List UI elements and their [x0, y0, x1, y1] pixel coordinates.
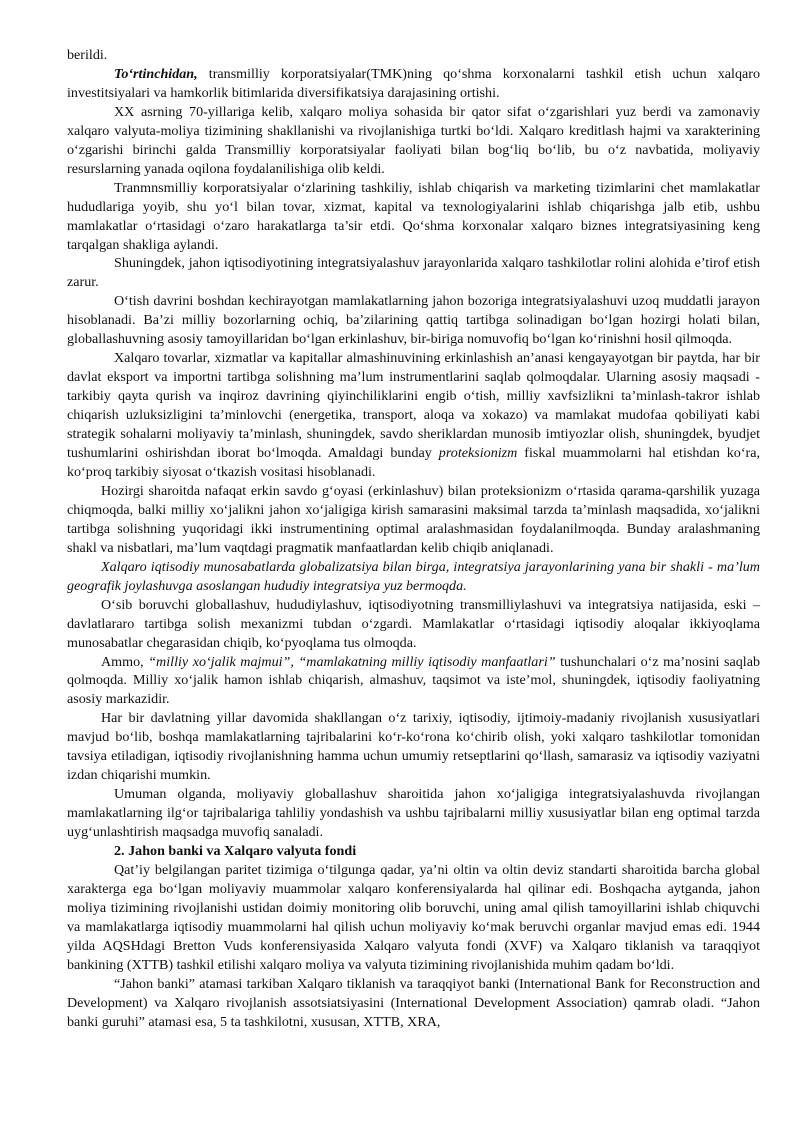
text-run: tushunchalari o‘z ma’nosini saqlab qolmoqda. Milliy xo‘jalik hamon ishlab chiqarish, almashuv, taqsimot va iste’mol, shuningdek, iqtisodiy faoliyatning asosiy markazidir.	[67, 653, 761, 708]
emphasis-text: Xalqaro iqtisodiy munosabatlarda globalizatsiya bilan birga, integratsiya jarayonlarining yana bir shakli - ma’lum geografik joylashuvga asoslangan hududiy integratsiya yuz bermoqda.	[67, 558, 760, 594]
paragraph	[67, 292, 760, 349]
paragraph	[67, 46, 760, 65]
text-run: O‘tish davrini boshdan kechirayotgan mamlakatlarning jahon bozoriga integratsiyalashuvi uzoq muddatli jarayon hisoblanadi. Ba’zi milliy bozorlarning ochiq, ba’zilarining qattiq tartibga solinadigan bo‘lgan hozirgi holati bilan, globallashuvning asosiy tamoyillaridan bo‘lgan erkinlashuv, bir-biriga nomuvofiq bo‘lgan ko‘rinishni hosil qilmoqda.	[67, 293, 760, 348]
paragraph	[67, 558, 760, 596]
text-run: transmilliy korporatsiyalar(TMK)ning qo‘shma korxonalarni tashkil etish uchun xalqaro investitsiyalari va hamkorlik bitimlarida diversifikatsiya darajasining ortishi.	[67, 65, 760, 101]
emphasis-text: proteksionizm	[438, 445, 518, 462]
paragraph	[67, 709, 760, 785]
text-run: “Jahon banki” atamasi tarkiban Xalqaro tiklanish va taraqqiyot banki (International Bank for Reconstruction and Development) va Xalqaro rivojlanish assotsiatsiyasini (International Development Association) qamrab oladi. “Jahon banki guruhi” atamasi esa, 5 ta tashkilotni, xususan, XTTB, XRA,	[67, 975, 760, 1030]
text-run: 2. Jahon banki va Xalqaro valyuta fondi	[114, 843, 357, 860]
text-run: Tranmnsmilliy korporatsiyalar o‘zlarining tashkiliy, ishlab chiqarish va marketing tizimlarini chet mamlakatlar hududlariga yoyib, shu yo‘l bilan tovar, xizmat, kapital va texnologiyalarini ishlab chiqarishga jalb etib, ushbu mamlakatlar o‘rtasidagi o‘zaro harakatlarga ta’sir etdi. Qo‘shma korxonalar xalqaro biznes integratsiyasining keng tarqalgan shakliga aylandi.	[67, 179, 760, 253]
text-run: Umuman olganda, moliyaviy globallashuv sharoitida jahon xo‘jaligiga integratsiyalashuvda rivojlangan mamlakatlarning ilg‘or tajribalariga tahliliy yondashish va ushbu tajribalarni milliy xususiyatlar bilan eng optimal tarzda uyg‘unlashtirish maqsadga muvofiq sanaladi.	[67, 786, 760, 841]
paragraph	[67, 596, 760, 653]
paragraph	[67, 975, 760, 1032]
paragraph	[67, 861, 760, 975]
text-run: Shuningdek, jahon iqtisodiyotining integratsiyalashuv jarayonlarida xalqaro tashkilotlar rolini alohida e’tirof etish zarur.	[67, 255, 760, 291]
text-run: O‘sib boruvchi globallashuv, hududiylashuv, iqtisodiyotning transmilliylashuvi va integratsiya natijasida, eski – davlatlararo tartibga solish mexanizmi tubdan o‘zgardi. Mamlakatlar o‘rtasidagi iqtisodiy aloqalar ikkiyoqlama munosabatlar chegarasidan chiqib, ko‘pyoqlama tus olmoqda.	[67, 596, 760, 651]
emphasis-text: To‘rtinchidan,	[114, 65, 198, 82]
text-run: Qat’iy belgilangan paritet tizimiga o‘tilgunga qadar, ya’ni oltin va oltin deviz standarti sharoitida barcha global xarakterga ega bo‘lgan moliyaviy muammolar xalqaro konferensiyalarda hal qilinar edi. Boshqacha aytganda, jahon moliya tizimining rivojlanishi ustidan doimiy monitoring olib boruvchi, uning amal qilish tamoyillarini ishlab chiquvchi va mamlakatlarga iqtisodiy muammolarni hal qilish uchun moliyaviy ko‘mak beruvchi organlar mavjud emas edi. 1944 yilda AQSHdagi Bretton Vuds konferensiyasida Xalqaro valyuta fondi (XVF) va Xalqaro tiklanish va taraqqiyot bankining (XTTB) tashkil etilishi xalqaro moliya va valyuta tizimining rivojlanishida muhim qadam bo‘ldi.	[67, 861, 760, 973]
paragraph	[67, 65, 760, 103]
paragraph	[67, 785, 760, 842]
paragraph	[67, 179, 760, 255]
text-run: Xalqaro tovarlar, xizmatlar va kapitallar almashinuvining erkinlashish an’anasi kengayayotgan bir paytda, har bir davlat eksport va importni tartibga solishning ma’lum instrumentlarini saqlab qolmoqdalar. Ularning asosiy maqsadi - tarkibiy qayta qurish va inqiroz davrining qiyinchiliklarini engib o‘tish, milliy xavfsizlikni ta’minlash-takror ishlab chiqarish uzluksizligini ta’minlovchi (energetika, transport, aloqa va xokazo) va mamlakat mudofaa qobiliyati kabi strategik sohalarni moliyaviy ta’minlash, shuningdek, savdo sheriklardan munosib imtiyozlar olish, shuningdek, byudjet tushumlarini oshirishdan iborat bo‘lmoqda. Amaldagi bunday	[67, 350, 760, 462]
text-run: Har bir davlatning yillar davomida shakllangan o‘z tarixiy, iqtisodiy, ijtimoiy-madaniy rivojlanish xususiyatlari mavjud bo‘lib, boshqa mamlakatlarning tajribalarini ko‘r-ko‘rona ko‘chirib olish, yoki xalqaro tashkilotlar tomonidan tavsiya etiladigan, iqtisodiy rivojlanishning hamma uchun umumiy retseptlarini qo‘llash, samarasiz va iqtisodiy vaziyatni izdan chiqarishi mumkin.	[67, 710, 760, 784]
text-run: XX asrning 70-yillariga kelib, xalqaro moliya sohasida bir qator sifat o‘zgarishlari yuz berdi va zamonaviy xalqaro valyuta-moliya tizimining shakllanishi va rivojlanishiga turtki bo‘ldi. Xalqaro kreditlash hajmi va xarakterining o‘zgarishi birinchi galda Transmilliy korporatsiyalar faoliyati bilan bog‘liq bo‘lib, bu o‘z navbatida, moliyaviy resurslarning yanada oqilona foydalanilishiga olib keldi.	[67, 103, 760, 177]
paragraph	[67, 254, 760, 292]
text-run: fiskal muammolarni hal etishdan ko‘ra, ko‘proq tarkibiy siyosat o‘tkazish vositasi hisoblanadi.	[67, 445, 760, 480]
paragraph	[67, 349, 760, 482]
paragraph	[67, 653, 760, 710]
paragraph	[67, 482, 760, 558]
text-run: Hozirgi sharoitda nafaqat erkin savdo g‘oyasi (erkinlashuv) bilan proteksionizm o‘rtasida qarama-qarshilik yuzaga chiqmoqda, balki milliy xo‘jalikni jahon xo‘jaligiga kirish samarasini maksimal tarzda ta’minlash maqsadida, xo‘jalikni tartibga solishning yuqoridagi ikki instrumentining optimal aralashmasidan foydalanilmoqda. Bunday aralashmaning shakl va nisbatlari, ma’lum vaqtdagi pragmatik manfaatlardan kelib chiqib aniqlanadi.	[67, 482, 760, 556]
paragraph	[67, 103, 760, 179]
emphasis-text: “milliy xo‘jalik majmui”, “mamlakatning milliy iqtisodiy manfaatlari”	[148, 653, 556, 670]
text-run: Ammo,	[101, 653, 149, 670]
section-heading	[67, 842, 760, 861]
text-run: berildi.	[67, 47, 108, 63]
